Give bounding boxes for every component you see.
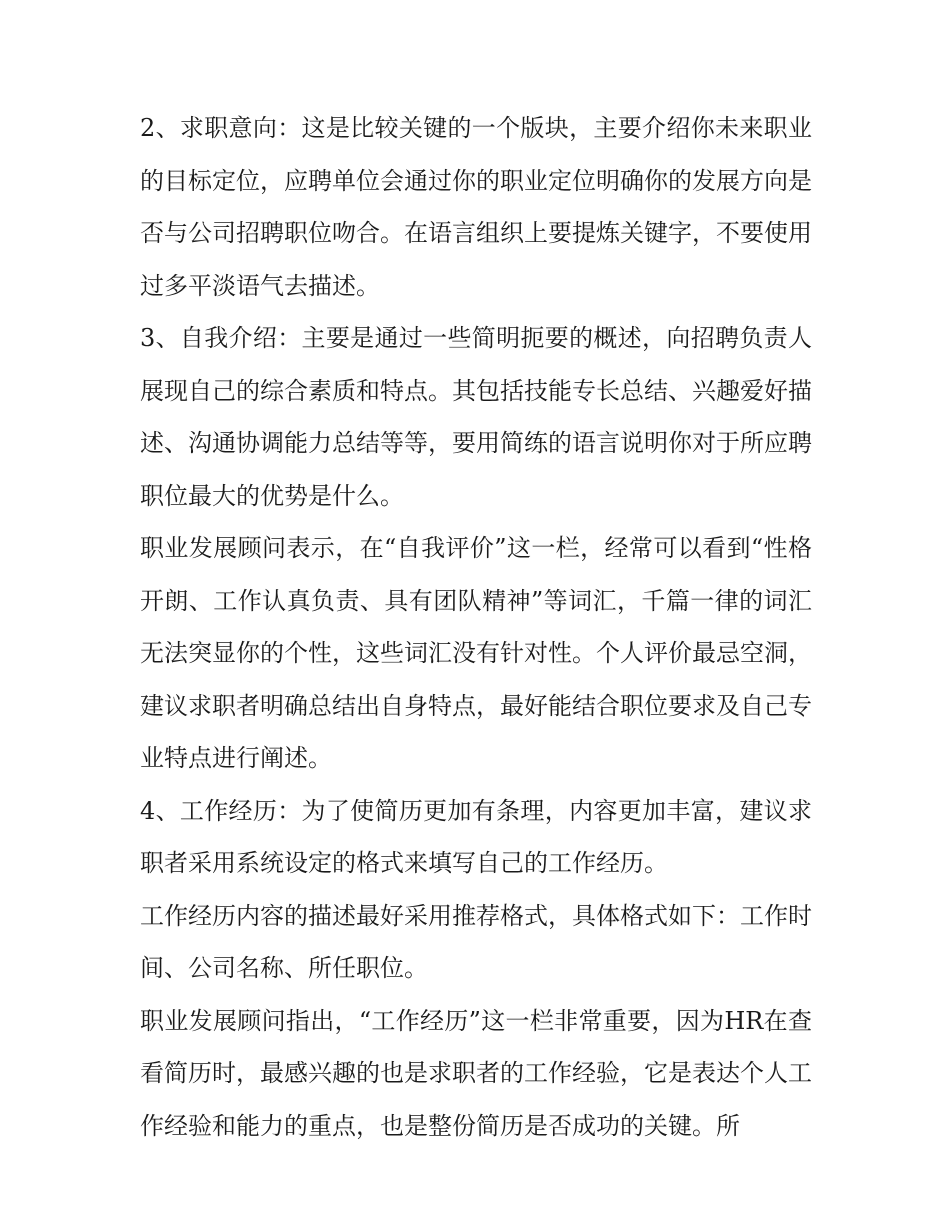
paragraph-self-introduction: 3、自我介绍：主要是通过一些简明扼要的概述，向招聘负责人展现自己的综合素质和特点。其包括技能专长总结、兴趣爱好描述、沟通协调能力总结等等，要用简练的语言说明你对于所应聘职位最大的优势是什么。: [140, 324, 812, 510]
paragraph-job-intention: 2、求职意向：这是比较关键的一个版块，主要介绍你未来职业的目标定位，应聘单位会通过你的职业定位明确你的发展方向是否与公司招聘职位吻合。在语言组织上要提炼关键字，不要使用过多平淡语气去描述。: [140, 114, 812, 300]
paragraph-work-experience-format: 工作经历内容的描述最好采用推荐格式，具体格式如下：工作时间、公司名称、所任职位。: [140, 901, 812, 982]
paragraph-work-experience: 4、工作经历：为了使简历更加有条理，内容更加丰富，建议求职者采用系统设定的格式来填写自己的工作经历。: [140, 796, 812, 877]
paragraph-work-experience-importance: 职业发展顾问指出，“工作经历”这一栏非常重要，因为HR在查看简历时，最感兴趣的也是求职者的工作经验，它是表达个人工作经验和能力的重点，也是整份简历是否成功的关键。所: [140, 1006, 812, 1140]
paragraph-self-evaluation-advice: 职业发展顾问表示，在“自我评价”这一栏，经常可以看到“性格开朗、工作认真负责、具有团队精神”等词汇，千篇一律的词汇无法突显你的个性，这些词汇没有针对性。个人评价最忌空洞，建议求职者明确总结出自身特点，最好能结合职位要求及自己专业特点进行阐述。: [140, 534, 812, 772]
document-body: [140, 102, 812, 1152]
